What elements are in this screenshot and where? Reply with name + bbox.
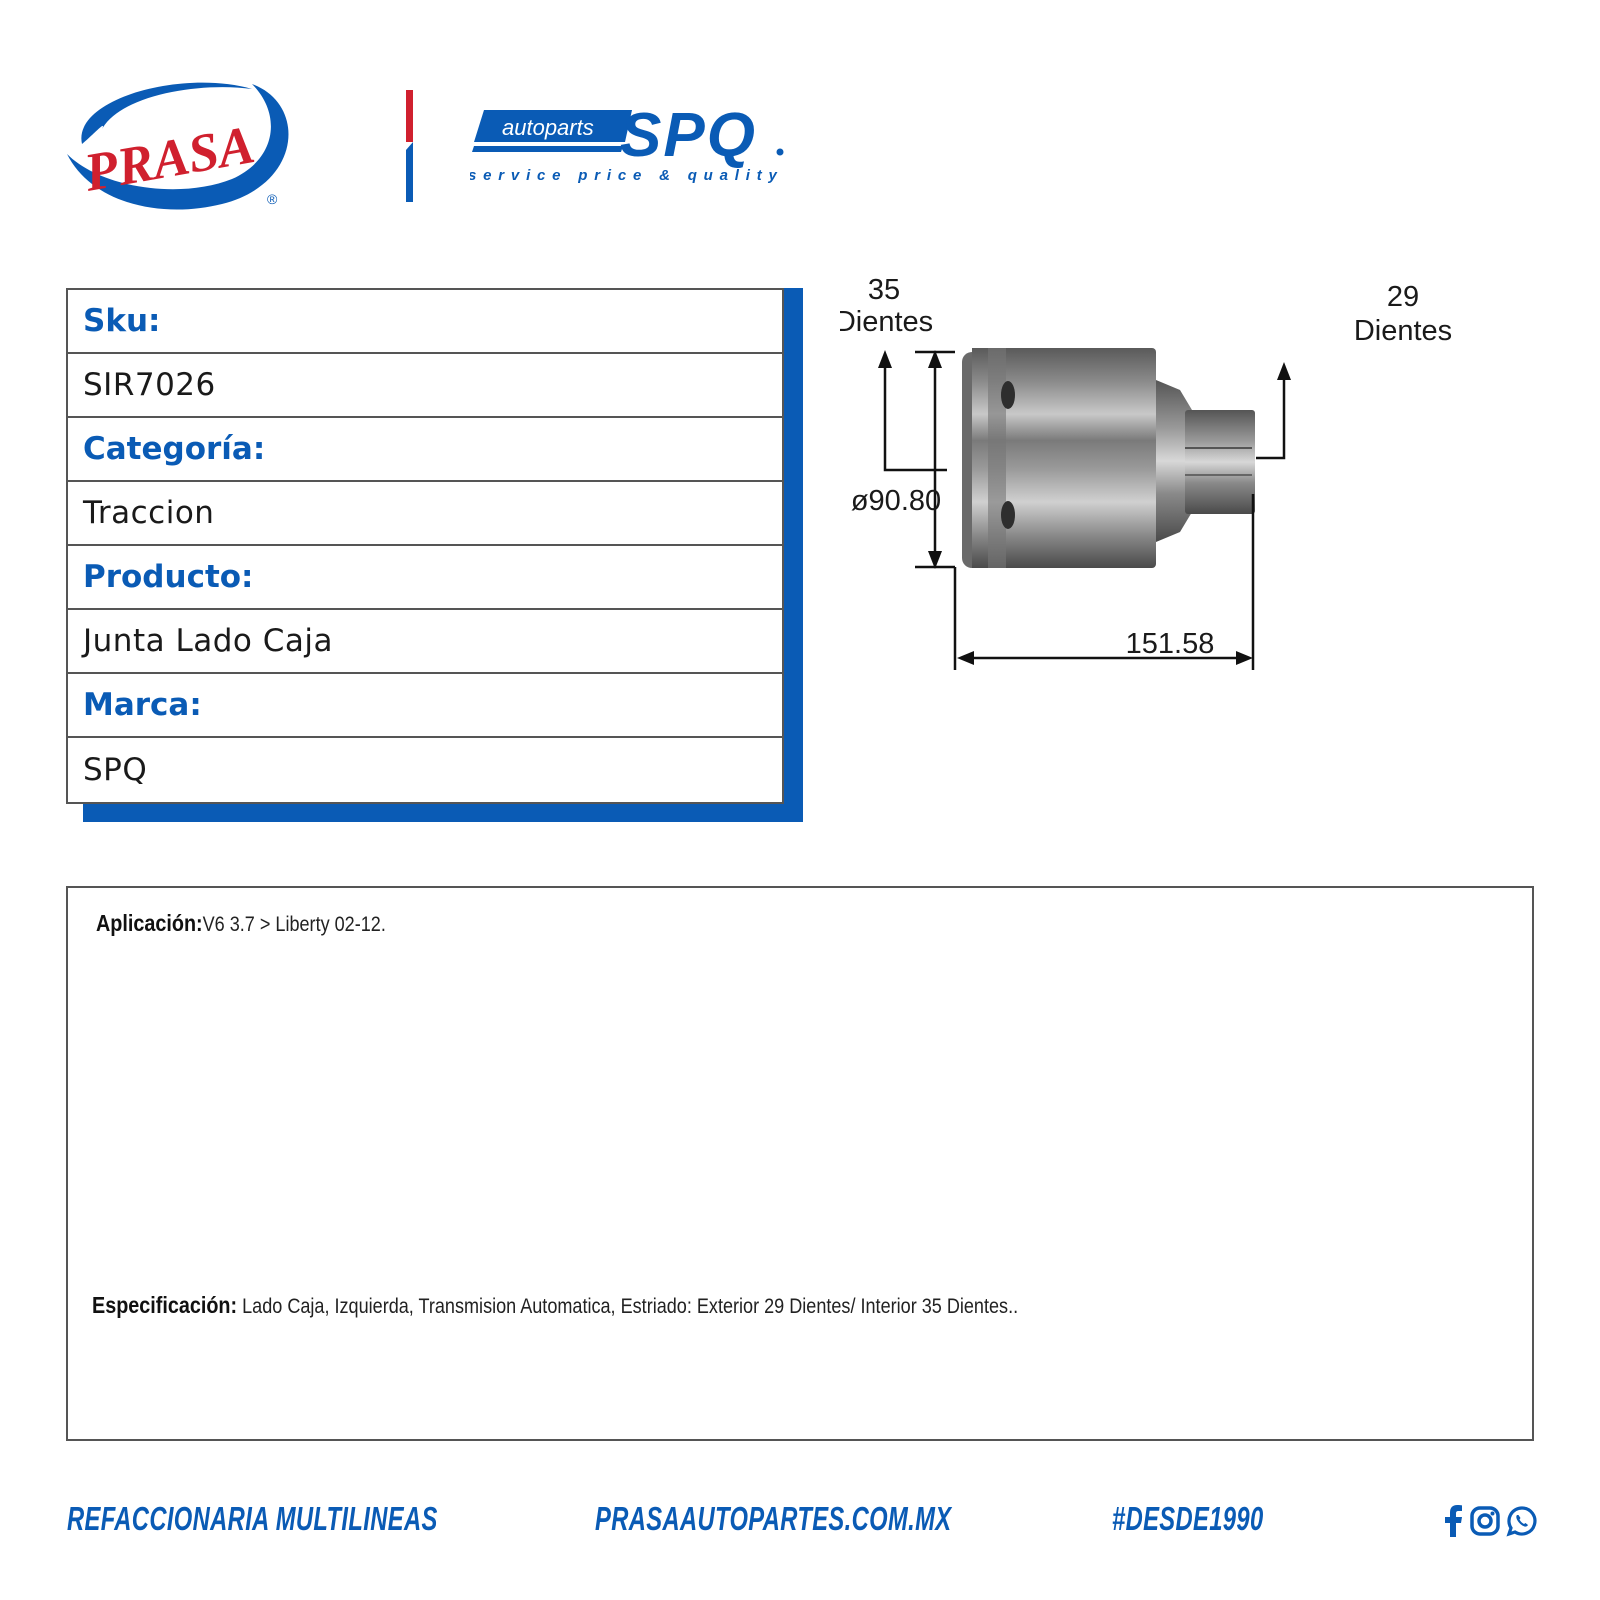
svg-text:PRASA: PRASA <box>79 114 259 203</box>
svg-text:autoparts: autoparts <box>502 115 594 140</box>
cv-joint-image <box>962 348 1255 568</box>
prasa-logo <box>62 74 302 219</box>
whatsapp-icon[interactable] <box>1506 1505 1538 1542</box>
svg-text:29: 29 <box>1386 281 1420 313</box>
specification-line <box>92 1292 1018 1319</box>
spec-label-row <box>68 674 782 738</box>
svg-text:35: 35 <box>867 274 901 306</box>
instagram-icon[interactable] <box>1470 1506 1500 1541</box>
spec-label-row <box>68 546 782 610</box>
svg-text:®: ® <box>267 191 278 207</box>
product-label: Producto: <box>83 559 254 595</box>
specification-value: Lado Caja, Izquierda, Transmision Automatica, Estriado: Exterior 29 Dientes/ Interior 35 Dientes.. <box>242 1295 1019 1318</box>
category-value: Traccion <box>83 495 215 531</box>
spec-label-row <box>68 290 782 354</box>
spq-logo <box>470 100 810 190</box>
svg-text:ø90.80: ø90.80 <box>850 485 942 517</box>
application-line <box>96 910 386 937</box>
sku-label: Sku: <box>83 303 161 339</box>
svg-text:service price & quality: service price & quality <box>470 167 784 184</box>
application-value: V6 3.7 > Liberty 02-12. <box>202 913 386 936</box>
category-label: Categoría: <box>83 431 266 467</box>
svg-text:SPQ: SPQ <box>620 101 757 170</box>
footer-website-link[interactable]: PRASAAUTOPARTES.COM.MX <box>595 1500 952 1537</box>
svg-text:Dientes: Dientes <box>1353 315 1453 347</box>
application-label: Aplicación: <box>96 910 203 936</box>
part-dimension-diagram <box>840 270 1540 690</box>
sku-value: SIR7026 <box>83 367 216 403</box>
spec-label-row <box>68 418 782 482</box>
spec-table <box>66 288 784 804</box>
facebook-icon[interactable] <box>1442 1505 1464 1542</box>
product-value: Junta Lado Caja <box>83 623 333 659</box>
application-specification-box <box>66 886 1534 1441</box>
spec-value-row <box>68 354 782 418</box>
footer-tagline: REFACCIONARIA MULTILINEAS <box>67 1500 438 1537</box>
specification-label: Especificación: <box>92 1292 238 1318</box>
svg-text:Dientes: Dientes <box>840 306 934 338</box>
spec-value-row <box>68 610 782 674</box>
footer-hashtag: #DESDE1990 <box>1112 1500 1264 1537</box>
social-links <box>1442 1505 1538 1542</box>
spec-value-row <box>68 482 782 546</box>
header-divider <box>406 90 413 202</box>
spec-value-row <box>68 738 782 802</box>
brand-value: SPQ <box>83 752 148 788</box>
svg-text:151.58: 151.58 <box>1125 628 1215 660</box>
brand-label: Marca: <box>83 687 202 723</box>
